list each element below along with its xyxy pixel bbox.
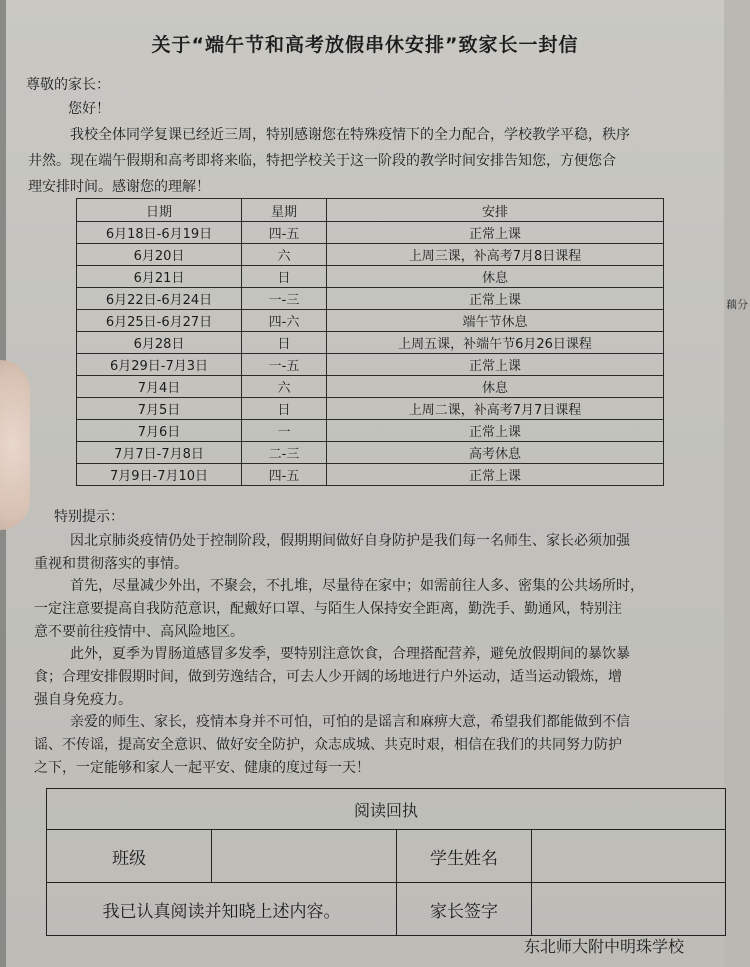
arrangement-cell: 休息: [327, 376, 664, 398]
date-cell: 6月22日-6月24日: [77, 288, 242, 310]
weekday-cell: 二-三: [242, 442, 327, 464]
arrangement-cell: 正常上课: [327, 222, 664, 244]
date-cell: 6月28日: [77, 332, 242, 354]
arrangement-cell: 端午节休息: [327, 310, 664, 332]
date-cell: 6月18日-6月19日: [77, 222, 242, 244]
notice-paragraph-4: [34, 711, 684, 780]
weekday-cell: 六: [242, 244, 327, 266]
parent-signature-label: 家长签字: [397, 883, 532, 936]
class-field[interactable]: [212, 830, 397, 883]
weekday-cell: 日: [242, 398, 327, 420]
intro-line: 理安排时间。感谢您的理解！: [28, 179, 210, 195]
receipt-row-1: [47, 830, 726, 883]
arrangement-cell: 正常上课: [327, 420, 664, 442]
notice-line: 此外，夏季为胃肠道感冒多发季，要特别注意饮食，合理搭配营养，避免放假期间的暴饮暴: [70, 646, 630, 662]
greeting: 尊敬的家长：: [26, 77, 110, 93]
intro-line: 我校全体同学复课已经近三周，特别感谢您在特殊疫情下的全力配合，学校教学平稳，秩序: [70, 127, 630, 143]
receipt-row-2: [47, 883, 726, 936]
schedule-row: [77, 310, 664, 332]
notice-paragraph-2: [34, 575, 684, 644]
class-label: 班级: [47, 830, 212, 883]
student-name-label: 学生姓名: [397, 830, 532, 883]
intro-line: 井然。现在端午假期和高考即将来临，特把学校关于这一阶段的教学时间安排告知您，方便您合: [28, 153, 616, 169]
weekday-cell: 一: [242, 420, 327, 442]
notice-line: 强自身免疫力。: [34, 692, 132, 708]
schedule-header-row: [77, 199, 664, 222]
arrangement-cell: 上周二课，补高考7月7日课程: [327, 398, 664, 420]
parent-signature-field[interactable]: [532, 883, 726, 936]
notice-line: 一定注意要提高自我防范意识，配戴好口罩、与陌生人保持安全距离，勤洗手、勤通风，特别注: [34, 601, 622, 617]
weekday-cell: 日: [242, 266, 327, 288]
arrangement-cell: 正常上课: [327, 288, 664, 310]
receipt-title: 阅读回执: [47, 789, 726, 830]
finger: [0, 360, 30, 530]
letter-title: 关于“端午节和高考放假串休安排”致家长一封信: [151, 34, 579, 56]
weekday-cell: 一-五: [242, 354, 327, 376]
date-cell: 6月21日: [77, 266, 242, 288]
header-arrangement: 安排: [327, 199, 664, 222]
notice-paragraph-3: [34, 643, 684, 712]
weekday-cell: 四-五: [242, 464, 327, 486]
notice-line: 之下，一定能够和家人一起平安、健康的度过每一天！: [34, 760, 370, 776]
letter-paper: [6, 0, 724, 967]
adjacent-paper-text: 藕分: [726, 298, 748, 311]
notice-line: 首先，尽量减少外出，不聚会，不扎堆，尽量待在家中；如需前往人多、密集的公共场所时，: [70, 578, 644, 594]
date-cell: 7月6日: [77, 420, 242, 442]
weekday-cell: 四-六: [242, 310, 327, 332]
header-weekday: 星期: [242, 199, 327, 222]
schedule-row: [77, 332, 664, 354]
schedule-row: [77, 288, 664, 310]
arrangement-cell: 上周三课，补高考7月8日课程: [327, 244, 664, 266]
school-signature: 东北师大附中明珠学校: [523, 937, 684, 956]
schedule-row: [77, 464, 664, 486]
weekday-cell: 日: [242, 332, 327, 354]
arrangement-cell: 正常上课: [327, 354, 664, 376]
schedule-table: [76, 198, 664, 486]
notice-title: 特别提示：: [54, 509, 124, 525]
date-cell: 6月25日-6月27日: [77, 310, 242, 332]
confirm-text: 我已认真阅读并知晓上述内容。: [47, 883, 397, 936]
student-name-field[interactable]: [532, 830, 726, 883]
notice-line: 食；合理安排假期时间，做到劳逸结合，可去人少开阔的场地进行户外运动，适当运动锻炼，增: [34, 669, 622, 685]
date-cell: 7月7日-7月8日: [77, 442, 242, 464]
hello-line: 您好！: [68, 101, 110, 117]
weekday-cell: 一-三: [242, 288, 327, 310]
notice-paragraph-1: [34, 530, 684, 576]
notice-line: 亲爱的师生、家长，疫情本身并不可怕，可怕的是谣言和麻痹大意，希望我们都能做到不信: [70, 714, 630, 730]
schedule-row: [77, 376, 664, 398]
arrangement-cell: 高考休息: [327, 442, 664, 464]
arrangement-cell: 休息: [327, 266, 664, 288]
receipt-table: [46, 788, 726, 936]
schedule-row: [77, 222, 664, 244]
schedule-row: [77, 420, 664, 442]
weekday-cell: 六: [242, 376, 327, 398]
date-cell: 7月9日-7月10日: [77, 464, 242, 486]
schedule-row: [77, 398, 664, 420]
date-cell: 6月20日: [77, 244, 242, 266]
schedule-row: [77, 266, 664, 288]
weekday-cell: 四-五: [242, 222, 327, 244]
notice-line: 因北京肺炎疫情仍处于控制阶段，假期期间做好自身防护是我们每一名师生、家长必须加强: [70, 533, 630, 549]
schedule-row: [77, 442, 664, 464]
date-cell: 7月4日: [77, 376, 242, 398]
receipt-title-row: [47, 789, 726, 830]
schedule-row: [77, 354, 664, 376]
notice-line: 重视和贯彻落实的事情。: [34, 556, 188, 572]
arrangement-cell: 上周五课，补端午节6月26日课程: [327, 332, 664, 354]
date-cell: 6月29日-7月3日: [77, 354, 242, 376]
header-date: 日期: [77, 199, 242, 222]
intro-paragraph: [28, 122, 688, 200]
schedule-row: [77, 244, 664, 266]
notice-line: 谣、不传谣，提高安全意识、做好安全防护，众志成城、共克时艰，相信在我们的共同努力防护: [34, 737, 622, 753]
arrangement-cell: 正常上课: [327, 464, 664, 486]
date-cell: 7月5日: [77, 398, 242, 420]
notice-line: 意不要前往疫情中、高风险地区。: [34, 624, 244, 640]
